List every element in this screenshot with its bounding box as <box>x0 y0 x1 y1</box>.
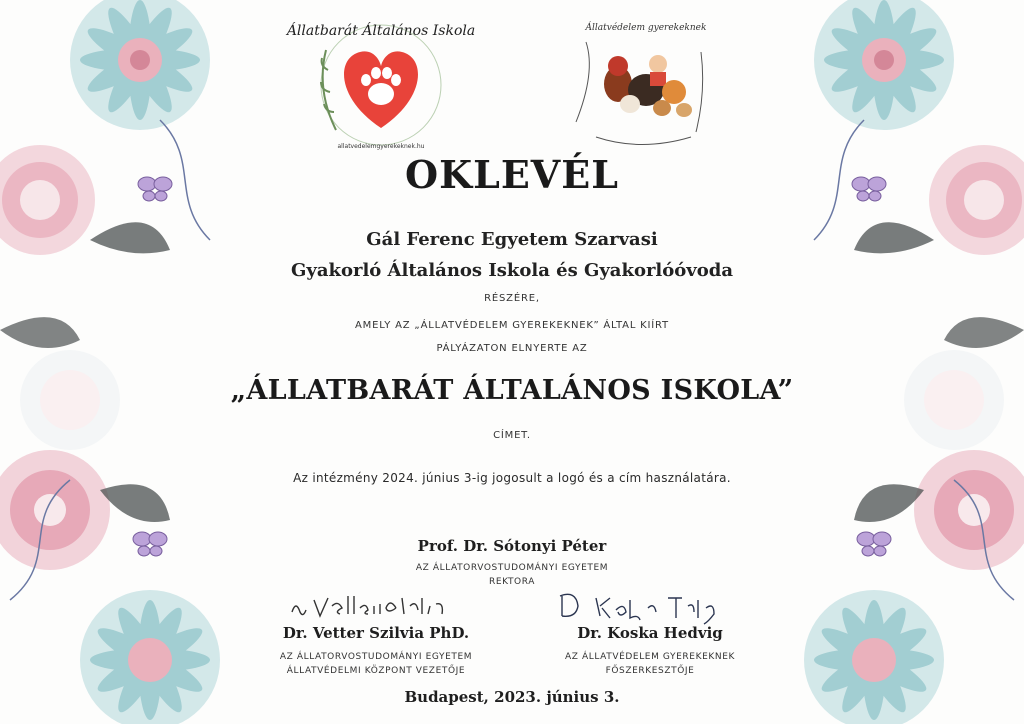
vetter-name: Dr. Vetter Szilvia PhD. <box>282 624 470 642</box>
award-description-line-2: PÁLYÁZATON ELNYERTE AZ <box>436 343 588 354</box>
rector-role-line-2: REKTORA <box>489 577 535 587</box>
floral-border-right <box>794 0 1024 724</box>
school-logo-heart-icon <box>286 10 476 160</box>
floral-border-left <box>0 0 230 724</box>
recipient-line-1: Gál Ferenc Egyetem Szarvasi <box>366 229 658 250</box>
award-description-line-1: AMELY AZ „ÁLLATVÉDELEM GYEREKEKNEK” ÁLTAL KIÍRT <box>355 320 669 331</box>
vetter-role-line-2: ÁLLATVÉDELMI KÖZPONT VEZETŐJE <box>286 666 466 676</box>
koska-handwritten-signature <box>556 588 736 628</box>
validity-statement: Az intézmény 2024. június 3-ig jogosult a logó és a cím használatára. <box>293 471 731 485</box>
svg-text:allatvedelemgyerekeknek.hu: allatvedelemgyerekeknek.hu <box>337 143 425 150</box>
reszere-text: RÉSZÉRE, <box>484 293 540 304</box>
vetter-role-line-1: AZ ÁLLATORVOSTUDOMÁNYI EGYETEM <box>279 652 473 662</box>
cimet-text: CÍMET. <box>493 430 531 441</box>
recipient-line-2: Gyakorló Általános Iskola és Gyakorlóóvoda <box>290 260 733 281</box>
svg-text:Állatbarát Általános Iskola: Állatbarát Általános Iskola <box>286 23 476 39</box>
koska-name: Dr. Koska Hedvig <box>577 624 723 642</box>
svg-text:Állatvédelem gyerekeknek: Állatvédelem gyerekeknek <box>585 23 707 33</box>
rector-role-line-1: AZ ÁLLATORVOSTUDOMÁNYI EGYETEM <box>415 563 609 573</box>
rector-name: Prof. Dr. Sótonyi Péter <box>417 537 607 555</box>
signatory-koska <box>510 624 790 678</box>
signatory-vetter <box>236 624 516 678</box>
koska-role-line-1: AZ ÁLLATVÉDELEM GYEREKEKNEK <box>565 652 735 662</box>
signatory-rector <box>312 537 712 589</box>
animals-logo-icon <box>566 12 716 160</box>
issue-date: Budapest, 2023. június 3. <box>404 688 620 706</box>
koska-role-line-2: FŐSZERKESZTŐJE <box>605 666 695 676</box>
vetter-handwritten-signature <box>284 592 474 622</box>
award-title: „ÁLLATBARÁT ÁLTALÁNOS ISKOLA” <box>230 375 794 406</box>
certificate-title: OKLEVÉL <box>405 152 619 197</box>
